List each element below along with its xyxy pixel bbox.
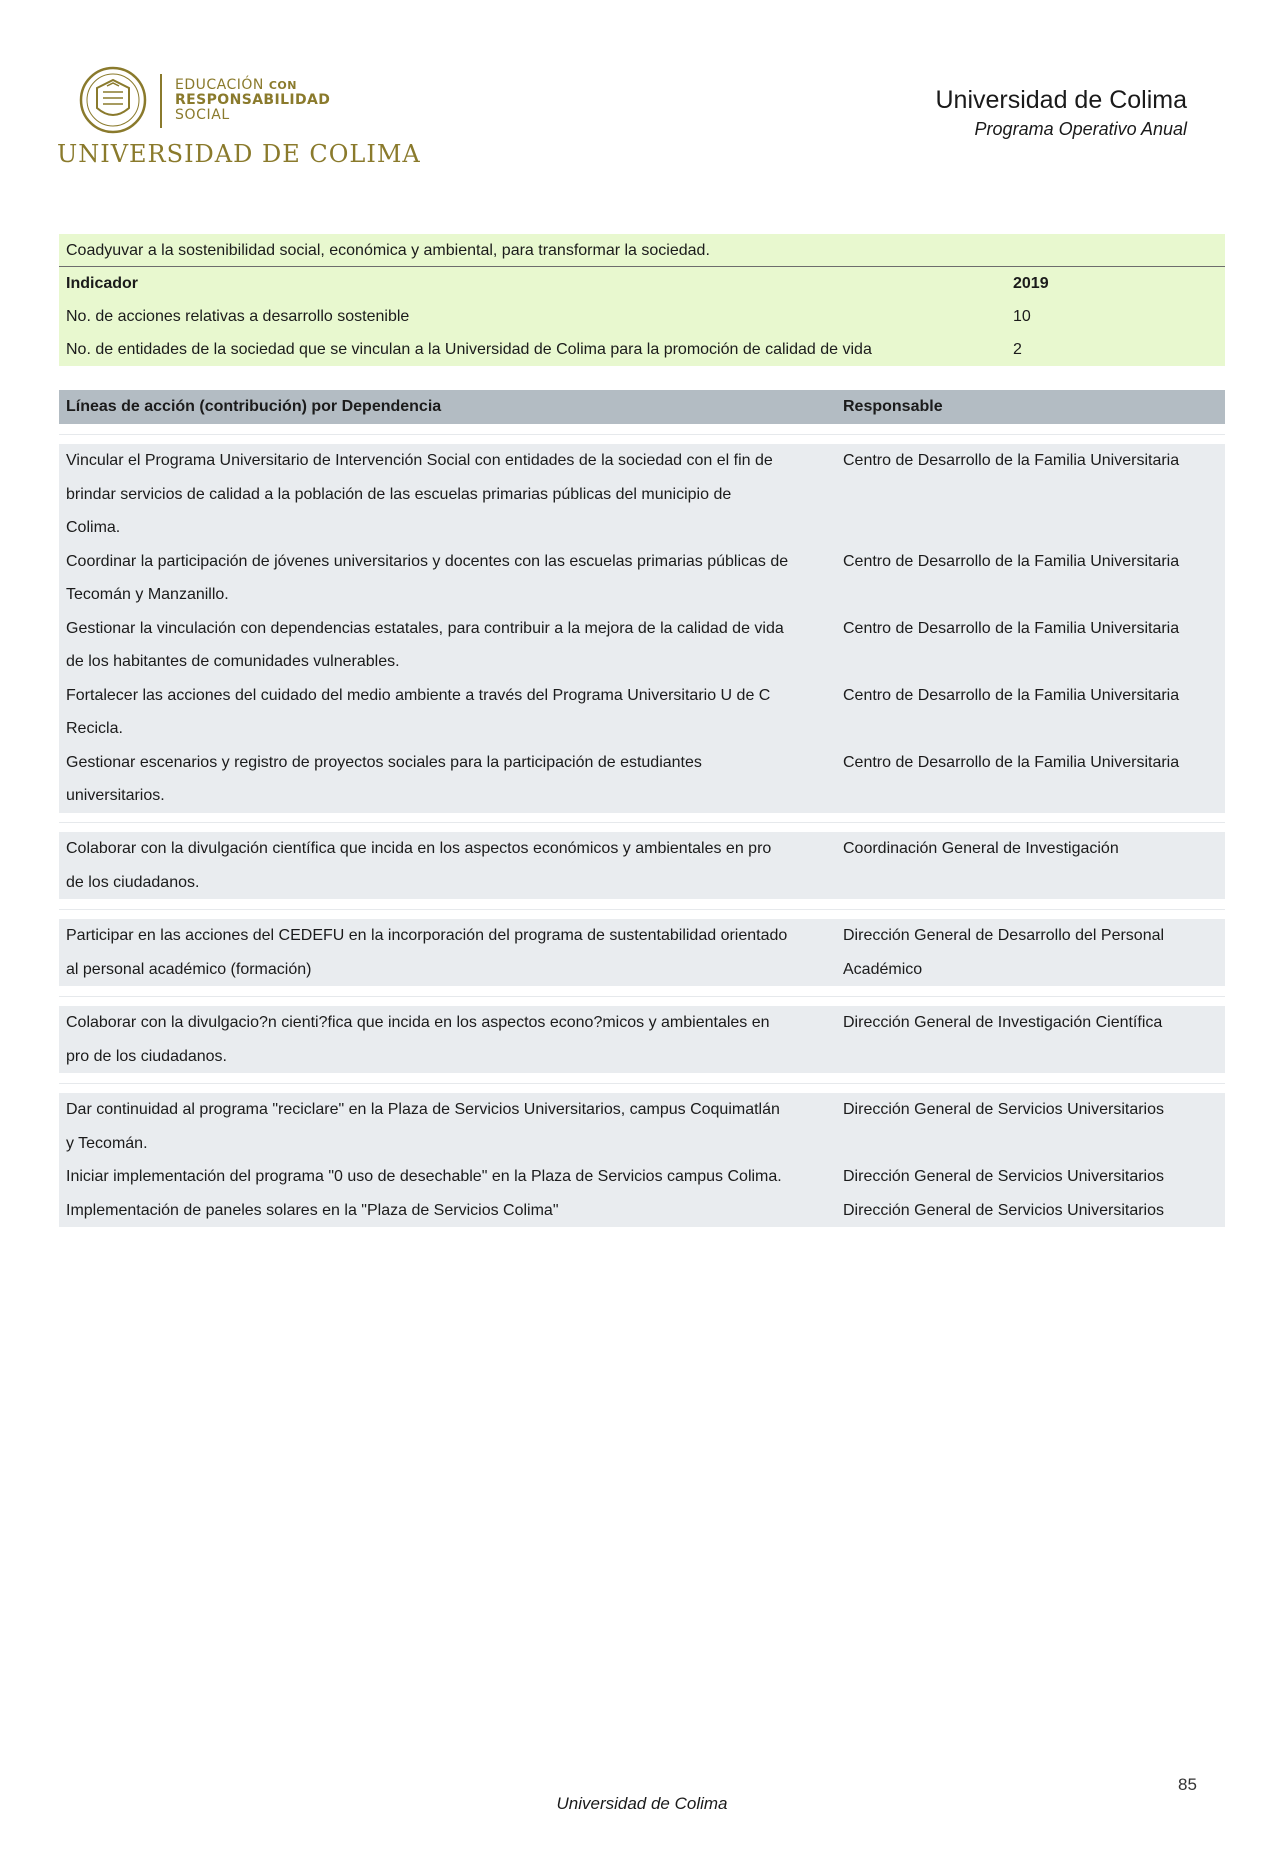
logo-slogan: EDUCACIÓN CON RESPONSABILIDAD SOCIAL bbox=[175, 77, 331, 123]
action-text: Vincular el Programa Universitario de Intervención Social con entidades de la sociedad con el fin de brindar servicios de calidad a la población de las escuelas primarias públicas del municipio de Colima. bbox=[66, 452, 773, 536]
indicator-value: 10 bbox=[1013, 308, 1031, 325]
table-row bbox=[59, 746, 1225, 813]
table-row bbox=[59, 1006, 1225, 1073]
lines-table-header bbox=[59, 390, 1225, 424]
table-row bbox=[59, 919, 1225, 986]
header-subtitle: Programa Operativo Anual bbox=[974, 119, 1187, 139]
table-row bbox=[59, 679, 1225, 746]
table-row bbox=[59, 1160, 1225, 1194]
action-text: Colaborar con la divulgacio?n cienti?fica que incida en los aspectos econo?micos y ambientales en pro de los ciudadanos. bbox=[66, 1014, 770, 1065]
responsible-text: Coordinación General de Investigación bbox=[843, 840, 1119, 857]
indicator-row bbox=[59, 300, 1225, 333]
indicator-value: 2 bbox=[1013, 341, 1022, 358]
university-seal-icon bbox=[79, 66, 147, 134]
logo-university-name: UNIVERSIDAD DE COLIMA bbox=[57, 140, 421, 168]
responsible-text: Centro de Desarrollo de la Familia Universitaria bbox=[843, 753, 1180, 771]
indicator-name: No. de acciones relativas a desarrollo sostenible bbox=[66, 308, 410, 325]
action-text: Gestionar escenarios y registro de proyectos sociales para la participación de estudiantes universitarios. bbox=[66, 753, 702, 804]
table-row bbox=[59, 444, 1225, 545]
responsible-text: Centro de Desarrollo de la Familia Universitaria bbox=[843, 619, 1180, 637]
action-text: Participar en las acciones del CEDEFU en la incorporación del programa de sustentabilidad orientado al personal académico (formación) bbox=[66, 927, 788, 978]
table-row bbox=[59, 612, 1225, 679]
lines-group bbox=[59, 444, 1225, 813]
header-title: Universidad de Colima bbox=[935, 86, 1187, 114]
indicator-name: No. de entidades de la sociedad que se vinculan a la Universidad de Colima para la promoción de calidad de vida bbox=[66, 341, 872, 358]
page-number: 85 bbox=[1178, 1775, 1197, 1794]
table-row bbox=[59, 1194, 1225, 1228]
action-text: Coordinar la participación de jóvenes universitarios y docentes con las escuelas primarias públicas de Tecomán y Manzanillo. bbox=[66, 552, 789, 603]
page-header bbox=[935, 84, 1187, 142]
lines-group bbox=[59, 832, 1225, 899]
responsible-column-header: Responsable bbox=[843, 398, 943, 415]
table-row bbox=[59, 1093, 1225, 1160]
indicator-header-row bbox=[59, 267, 1225, 300]
logo-divider bbox=[160, 74, 162, 128]
responsible-text: Dirección General de Servicios Universitarios bbox=[843, 1201, 1165, 1219]
responsible-text: Dirección General de Servicios Universitarios bbox=[843, 1101, 1165, 1118]
action-text: Gestionar la vinculación con dependencias estatales, para contribuir a la mejora de la calidad de vida de los habitantes de comunidades vulnerables. bbox=[66, 619, 784, 670]
action-text: Iniciar implementación del programa "0 uso de desechable" en la Plaza de Servicios campus Colima. bbox=[66, 1168, 782, 1185]
indicator-header: Indicador bbox=[66, 275, 139, 292]
university-logo bbox=[57, 66, 421, 170]
action-column-header: Líneas de acción (contribución) por Dependencia bbox=[66, 398, 442, 415]
year-header: 2019 bbox=[1013, 275, 1049, 292]
table-row bbox=[59, 832, 1225, 899]
responsible-text: Centro de Desarrollo de la Familia Universitaria bbox=[843, 552, 1180, 570]
responsible-text: Centro de Desarrollo de la Familia Universitaria bbox=[843, 452, 1180, 469]
responsible-text: Centro de Desarrollo de la Familia Universitaria bbox=[843, 686, 1180, 704]
action-text: Implementación de paneles solares en la "Plaza de Servicios Colima" bbox=[66, 1201, 559, 1219]
table-row bbox=[59, 545, 1225, 612]
responsible-text: Dirección General de Investigación Científica bbox=[843, 1014, 1163, 1031]
action-text: Fortalecer las acciones del cuidado del medio ambiente a través del Programa Universitario U de C Recicla. bbox=[66, 686, 771, 737]
indicator-row bbox=[59, 333, 1225, 366]
responsible-text: Dirección General de Servicios Universitarios bbox=[843, 1168, 1165, 1185]
lines-group bbox=[59, 919, 1225, 986]
lines-group bbox=[59, 1093, 1225, 1227]
responsible-text: Dirección General de Desarrollo del Personal Académico bbox=[843, 927, 1165, 978]
objective-box bbox=[59, 234, 1225, 366]
page-footer: Universidad de Colima bbox=[556, 1794, 728, 1813]
action-text: Dar continuidad al programa "reciclare" en la Plaza de Servicios Universitarios, campus Coquimatlán y Tecomán. bbox=[66, 1101, 780, 1152]
objective-text: Coadyuvar a la sostenibilidad social, económica y ambiental, para transformar la sociedad. bbox=[59, 234, 1225, 267]
lines-group bbox=[59, 1006, 1225, 1073]
action-text: Colaborar con la divulgación científica que incida en los aspectos económicos y ambientales en pro de los ciudadanos. bbox=[66, 840, 772, 891]
